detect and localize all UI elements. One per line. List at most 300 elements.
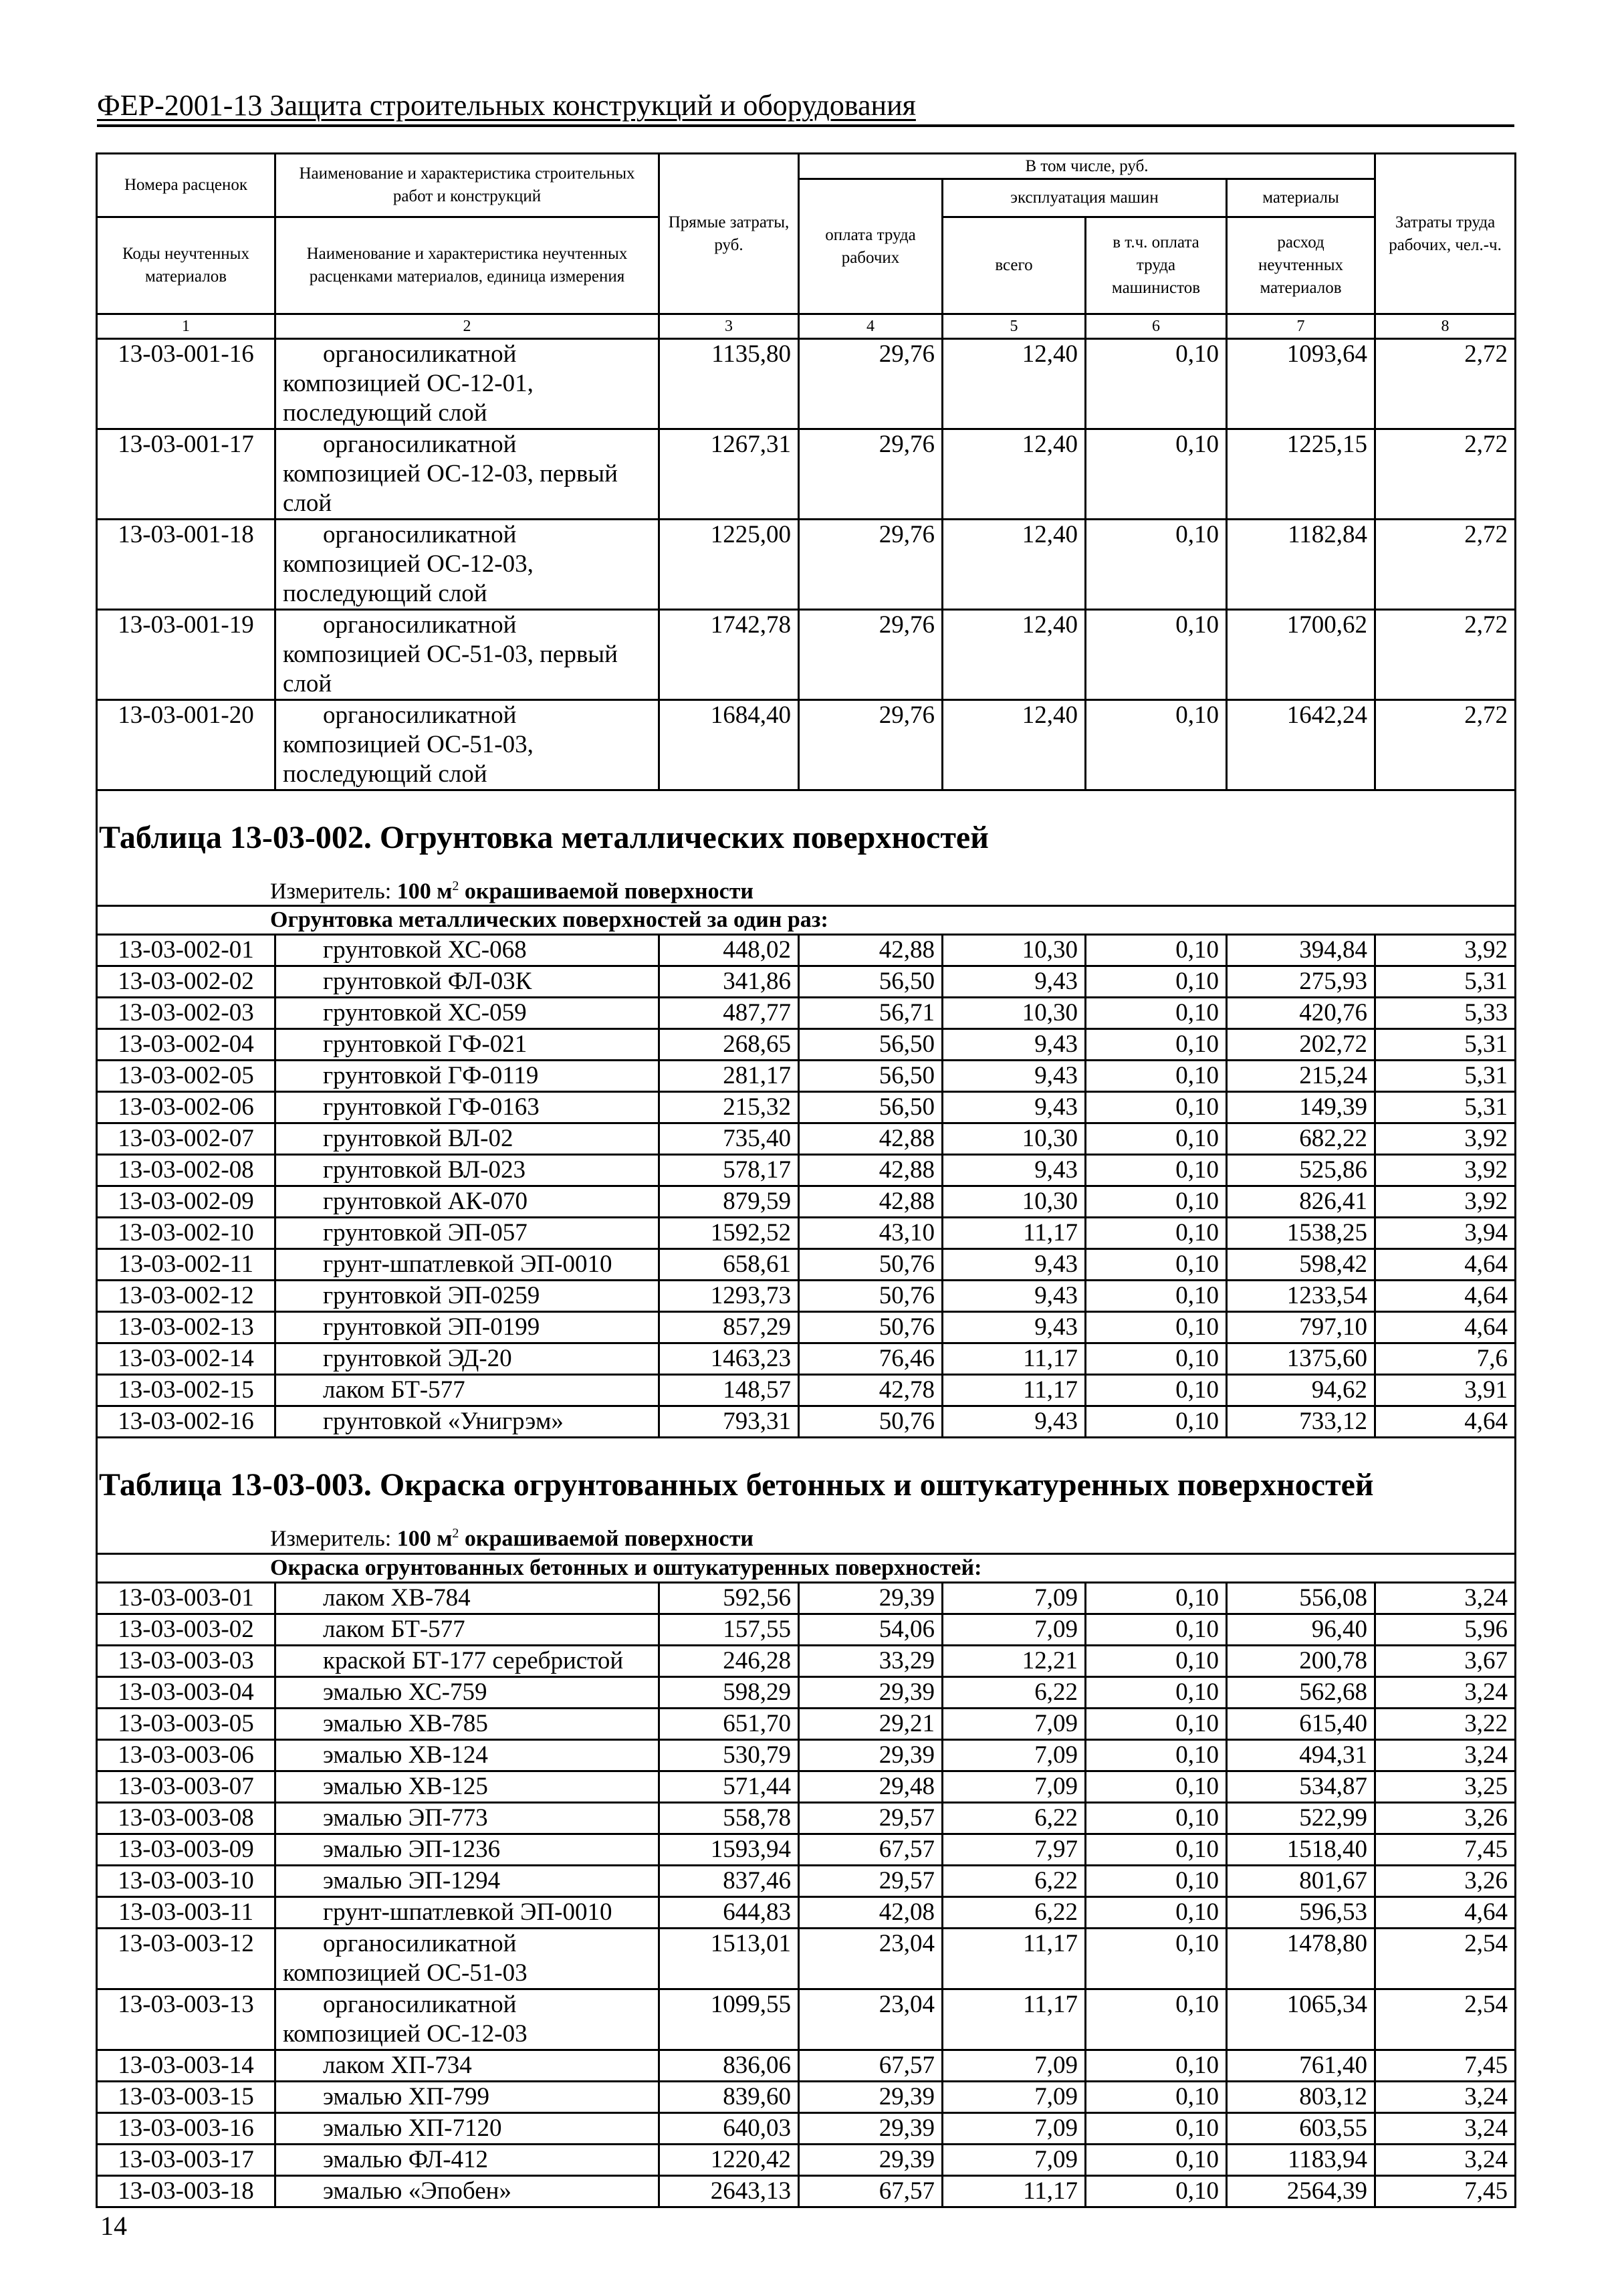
direct-costs: 1593,94 — [659, 1834, 799, 1865]
header-including: В том числе, руб. — [799, 154, 1375, 179]
machines-total: 11,17 — [943, 1989, 1086, 2050]
work-name-rest: эмалью ХВ-125 — [323, 1772, 488, 1800]
table-row — [97, 2050, 1516, 2081]
table-002-heading — [97, 790, 1516, 935]
direct-costs: 658,61 — [659, 1249, 799, 1281]
worker-wages: 50,76 — [799, 1406, 943, 1438]
labor-hours: 3,22 — [1375, 1708, 1516, 1739]
machines-total: 7,97 — [943, 1834, 1086, 1865]
direct-costs: 1684,40 — [659, 700, 799, 790]
machines-total: 12,40 — [943, 700, 1086, 790]
work-name — [275, 520, 659, 610]
operator-wages: 0,10 — [1086, 966, 1227, 998]
work-name-first-line: органосиликатной — [323, 611, 517, 639]
work-name-rest: композицией ОС-12-01, последующий слой — [283, 370, 534, 427]
work-name-rest: эмалью ХП-799 — [323, 2082, 489, 2110]
table-row — [97, 1312, 1516, 1343]
header-rate-numbers: Номера расценок — [97, 154, 275, 217]
machines-total: 7,09 — [943, 1582, 1086, 1614]
rate-code: 13-03-002-10 — [97, 1218, 275, 1249]
machines-total: 7,09 — [943, 1708, 1086, 1739]
machines-total: 9,43 — [943, 1249, 1086, 1281]
direct-costs: 839,60 — [659, 2081, 799, 2112]
work-name-rest: эмалью ЭП-1236 — [323, 1835, 501, 1863]
rate-code: 13-03-002-13 — [97, 1312, 275, 1343]
work-name-rest: эмалью ХВ-785 — [323, 1709, 488, 1737]
table-row — [97, 1645, 1516, 1676]
machines-total: 7,09 — [943, 1739, 1086, 1771]
rate-code: 13-03-002-08 — [97, 1155, 275, 1186]
table-row — [97, 966, 1516, 998]
work-name — [275, 1312, 659, 1343]
materials-cost: 761,40 — [1227, 2050, 1375, 2081]
materials-cost: 1375,60 — [1227, 1343, 1375, 1375]
rate-code: 13-03-003-09 — [97, 1834, 275, 1865]
operator-wages: 0,10 — [1086, 1123, 1227, 1155]
worker-wages: 56,50 — [799, 1061, 943, 1092]
rate-code: 13-03-003-01 — [97, 1582, 275, 1614]
labor-hours: 7,6 — [1375, 1343, 1516, 1375]
header-machine-operation: эксплуатация машин — [943, 179, 1227, 217]
labor-hours: 3,25 — [1375, 1771, 1516, 1802]
header-operator-wages: в т.ч. оплата труда машинистов — [1086, 217, 1227, 314]
table-row — [97, 1614, 1516, 1645]
materials-cost: 801,67 — [1227, 1865, 1375, 1896]
measure-label: Измеритель: — [270, 1526, 392, 1551]
table-row — [97, 1061, 1516, 1092]
worker-wages: 54,06 — [799, 1614, 943, 1645]
materials-cost: 556,08 — [1227, 1582, 1375, 1614]
operator-wages: 0,10 — [1086, 1092, 1227, 1123]
work-name-rest: грунтовкой ВЛ-023 — [323, 1156, 526, 1184]
labor-hours: 3,92 — [1375, 935, 1516, 966]
direct-costs: 487,77 — [659, 998, 799, 1029]
work-name-rest: грунтовкой ГФ-0163 — [323, 1093, 540, 1121]
table-002-subsection: Огрунтовка металлических поверхностей за один раз: — [97, 906, 1516, 935]
worker-wages: 42,88 — [799, 1123, 943, 1155]
work-name — [275, 998, 659, 1029]
rate-code: 13-03-002-02 — [97, 966, 275, 998]
table-row — [97, 339, 1516, 429]
direct-costs: 598,29 — [659, 1676, 799, 1708]
header-machines-total: всего — [943, 217, 1086, 314]
materials-cost: 1538,25 — [1227, 1218, 1375, 1249]
work-name — [275, 1989, 659, 2050]
worker-wages: 29,76 — [799, 700, 943, 790]
table-row — [97, 1375, 1516, 1406]
materials-cost: 1182,84 — [1227, 520, 1375, 610]
table-row — [97, 1802, 1516, 1834]
materials-cost: 598,42 — [1227, 1249, 1375, 1281]
machines-total: 11,17 — [943, 2175, 1086, 2207]
machines-total: 7,09 — [943, 1614, 1086, 1645]
materials-cost: 1093,64 — [1227, 339, 1375, 429]
work-name-rest: лаком ХВ-784 — [323, 1584, 471, 1612]
column-number: 1 — [97, 314, 275, 339]
work-name-rest: грунтовкой ГФ-0119 — [323, 1062, 539, 1090]
operator-wages: 0,10 — [1086, 1343, 1227, 1375]
rate-code: 13-03-003-06 — [97, 1739, 275, 1771]
work-name-rest: композицией ОС-51-03 — [283, 1959, 528, 1987]
operator-wages: 0,10 — [1086, 1061, 1227, 1092]
materials-cost: 215,24 — [1227, 1061, 1375, 1092]
machines-total: 12,40 — [943, 610, 1086, 700]
rate-code: 13-03-003-14 — [97, 2050, 275, 2081]
materials-cost: 603,55 — [1227, 2112, 1375, 2144]
materials-cost: 1233,54 — [1227, 1281, 1375, 1312]
work-name — [275, 2144, 659, 2175]
work-name — [275, 1218, 659, 1249]
materials-cost: 1065,34 — [1227, 1989, 1375, 2050]
direct-costs: 268,65 — [659, 1029, 799, 1061]
rate-code: 13-03-001-16 — [97, 339, 275, 429]
worker-wages: 56,50 — [799, 1029, 943, 1061]
machines-total: 11,17 — [943, 1218, 1086, 1249]
labor-hours: 2,54 — [1375, 1928, 1516, 1989]
worker-wages: 29,39 — [799, 2144, 943, 2175]
table-row — [97, 1155, 1516, 1186]
labor-hours: 4,64 — [1375, 1896, 1516, 1928]
column-number: 5 — [943, 314, 1086, 339]
direct-costs: 1220,42 — [659, 2144, 799, 2175]
materials-cost: 733,12 — [1227, 1406, 1375, 1438]
rate-code: 13-03-002-06 — [97, 1092, 275, 1123]
operator-wages: 0,10 — [1086, 429, 1227, 520]
operator-wages: 0,10 — [1086, 2050, 1227, 2081]
worker-wages: 56,50 — [799, 1092, 943, 1123]
work-name — [275, 1281, 659, 1312]
measure-unit-exponent: 2 — [452, 879, 459, 893]
work-name — [275, 1249, 659, 1281]
labor-hours: 2,72 — [1375, 520, 1516, 610]
work-name-first-line: органосиликатной — [323, 431, 517, 458]
direct-costs: 1293,73 — [659, 1281, 799, 1312]
direct-costs: 1463,23 — [659, 1343, 799, 1375]
work-name — [275, 610, 659, 700]
materials-cost: 615,40 — [1227, 1708, 1375, 1739]
work-name-rest: грунтовкой «Унигрэм» — [323, 1408, 564, 1436]
materials-cost: 1478,80 — [1227, 1928, 1375, 1989]
rate-code: 13-03-002-11 — [97, 1249, 275, 1281]
labor-hours: 4,64 — [1375, 1281, 1516, 1312]
direct-costs: 592,56 — [659, 1582, 799, 1614]
operator-wages: 0,10 — [1086, 1802, 1227, 1834]
work-name — [275, 1123, 659, 1155]
work-name-rest: лаком БТ-577 — [323, 1376, 465, 1404]
work-name — [275, 966, 659, 998]
labor-hours: 3,26 — [1375, 1865, 1516, 1896]
table-row — [97, 2144, 1516, 2175]
table-row — [97, 1739, 1516, 1771]
work-name — [275, 1029, 659, 1061]
operator-wages: 0,10 — [1086, 1155, 1227, 1186]
rate-code: 13-03-003-13 — [97, 1989, 275, 2050]
worker-wages: 50,76 — [799, 1281, 943, 1312]
table-002-measure — [97, 866, 1516, 906]
rate-code: 13-03-003-18 — [97, 2175, 275, 2207]
worker-wages: 29,76 — [799, 610, 943, 700]
rate-code: 13-03-001-20 — [97, 700, 275, 790]
labor-hours: 5,31 — [1375, 966, 1516, 998]
work-name — [275, 1708, 659, 1739]
table-row — [97, 429, 1516, 520]
labor-hours: 3,94 — [1375, 1218, 1516, 1249]
table-row — [97, 1896, 1516, 1928]
table-row — [97, 1676, 1516, 1708]
worker-wages: 33,29 — [799, 1645, 943, 1676]
direct-costs: 448,02 — [659, 935, 799, 966]
machines-total: 9,43 — [943, 1061, 1086, 1092]
rate-code: 13-03-003-05 — [97, 1708, 275, 1739]
direct-costs: 1513,01 — [659, 1928, 799, 1989]
direct-costs: 571,44 — [659, 1771, 799, 1802]
worker-wages: 56,50 — [799, 966, 943, 998]
table-row — [97, 1406, 1516, 1438]
labor-hours: 5,96 — [1375, 1614, 1516, 1645]
measure-label: Измеритель: — [270, 879, 392, 904]
operator-wages: 0,10 — [1086, 1186, 1227, 1218]
work-name-rest: грунтовкой ЭД-20 — [323, 1345, 512, 1373]
direct-costs: 1592,52 — [659, 1218, 799, 1249]
rate-code: 13-03-001-19 — [97, 610, 275, 700]
header-materials: материалы — [1227, 179, 1375, 217]
work-name-rest: грунтовкой АК-070 — [323, 1188, 528, 1216]
worker-wages: 42,88 — [799, 935, 943, 966]
table-003-body — [97, 1582, 1516, 2207]
rate-code: 13-03-003-11 — [97, 1896, 275, 1928]
table-002-title: Таблица 13-03-002. Огрунтовка металлических поверхностей — [97, 790, 1516, 867]
materials-cost: 96,40 — [1227, 1614, 1375, 1645]
work-name-rest: грунт-шпатлевкой ЭП-0010 — [323, 1898, 612, 1926]
table-row — [97, 1343, 1516, 1375]
work-name — [275, 1928, 659, 1989]
work-name — [275, 935, 659, 966]
rate-code: 13-03-003-15 — [97, 2081, 275, 2112]
table-row — [97, 1771, 1516, 1802]
direct-costs: 246,28 — [659, 1645, 799, 1676]
operator-wages: 0,10 — [1086, 998, 1227, 1029]
worker-wages: 29,76 — [799, 520, 943, 610]
machines-total: 6,22 — [943, 1865, 1086, 1896]
worker-wages: 29,39 — [799, 1676, 943, 1708]
machines-total: 11,17 — [943, 1375, 1086, 1406]
worker-wages: 42,78 — [799, 1375, 943, 1406]
work-name-rest: лаком БТ-577 — [323, 1615, 465, 1643]
labor-hours: 5,31 — [1375, 1029, 1516, 1061]
rate-code: 13-03-003-17 — [97, 2144, 275, 2175]
worker-wages: 29,48 — [799, 1771, 943, 1802]
table-row — [97, 1029, 1516, 1061]
table-row — [97, 520, 1516, 610]
table-row — [97, 1865, 1516, 1896]
rate-code: 13-03-003-10 — [97, 1865, 275, 1896]
measure-unit-exponent: 2 — [452, 1526, 459, 1541]
labor-hours: 3,92 — [1375, 1186, 1516, 1218]
rate-code: 13-03-002-04 — [97, 1029, 275, 1061]
direct-costs: 215,32 — [659, 1092, 799, 1123]
worker-wages: 29,57 — [799, 1865, 943, 1896]
labor-hours: 3,67 — [1375, 1645, 1516, 1676]
rate-code: 13-03-001-17 — [97, 429, 275, 520]
operator-wages: 0,10 — [1086, 1928, 1227, 1989]
table-row — [97, 1092, 1516, 1123]
worker-wages: 29,76 — [799, 429, 943, 520]
operator-wages: 0,10 — [1086, 1989, 1227, 2050]
work-name — [275, 2112, 659, 2144]
rate-code: 13-03-003-08 — [97, 1802, 275, 1834]
work-name-rest: грунтовкой ВЛ-02 — [323, 1125, 513, 1153]
labor-hours: 2,72 — [1375, 610, 1516, 700]
table-row — [97, 1218, 1516, 1249]
work-name-first-line: органосиликатной — [323, 521, 517, 548]
operator-wages: 0,10 — [1086, 1312, 1227, 1343]
machines-total: 9,43 — [943, 1281, 1086, 1312]
operator-wages: 0,10 — [1086, 1739, 1227, 1771]
worker-wages: 56,71 — [799, 998, 943, 1029]
operator-wages: 0,10 — [1086, 1708, 1227, 1739]
machines-total: 7,09 — [943, 2081, 1086, 2112]
worker-wages: 42,08 — [799, 1896, 943, 1928]
rate-code: 13-03-003-03 — [97, 1645, 275, 1676]
operator-wages: 0,10 — [1086, 1249, 1227, 1281]
materials-cost: 803,12 — [1227, 2081, 1375, 2112]
work-name — [275, 1582, 659, 1614]
rate-code: 13-03-003-16 — [97, 2112, 275, 2144]
work-name-rest: грунт-шпатлевкой ЭП-0010 — [323, 1250, 612, 1279]
work-name — [275, 2050, 659, 2081]
operator-wages: 0,10 — [1086, 1676, 1227, 1708]
work-name-rest: эмалью ЭП-1294 — [323, 1866, 501, 1894]
work-name — [275, 1834, 659, 1865]
labor-hours: 3,24 — [1375, 1582, 1516, 1614]
labor-hours: 3,24 — [1375, 2081, 1516, 2112]
worker-wages: 42,88 — [799, 1186, 943, 1218]
worker-wages: 29,39 — [799, 2112, 943, 2144]
machines-total: 9,43 — [943, 1155, 1086, 1186]
worker-wages: 67,57 — [799, 2175, 943, 2207]
measure-description: окрашиваемой поверхности — [464, 879, 753, 904]
operator-wages: 0,10 — [1086, 520, 1227, 610]
table-row — [97, 1281, 1516, 1312]
machines-total: 6,22 — [943, 1676, 1086, 1708]
worker-wages: 76,46 — [799, 1343, 943, 1375]
materials-cost: 200,78 — [1227, 1645, 1375, 1676]
column-number: 2 — [275, 314, 659, 339]
work-name-rest: грунтовкой ЭП-057 — [323, 1219, 528, 1247]
labor-hours: 3,24 — [1375, 1739, 1516, 1771]
rate-code: 13-03-002-14 — [97, 1343, 275, 1375]
worker-wages: 43,10 — [799, 1218, 943, 1249]
machines-total: 7,09 — [943, 1771, 1086, 1802]
table-001-body — [97, 339, 1516, 790]
labor-hours: 5,33 — [1375, 998, 1516, 1029]
table-002-body — [97, 935, 1516, 1438]
materials-cost: 797,10 — [1227, 1312, 1375, 1343]
materials-cost: 2564,39 — [1227, 2175, 1375, 2207]
direct-costs: 1135,80 — [659, 339, 799, 429]
work-name-rest: грунтовкой ХС-068 — [323, 936, 527, 964]
labor-hours: 2,72 — [1375, 429, 1516, 520]
work-name-rest: грунтовкой ЭП-0259 — [323, 1282, 540, 1310]
direct-costs: 530,79 — [659, 1739, 799, 1771]
work-name — [275, 1896, 659, 1928]
table-row — [97, 2081, 1516, 2112]
materials-cost: 1642,24 — [1227, 700, 1375, 790]
work-name — [275, 700, 659, 790]
materials-cost: 682,22 — [1227, 1123, 1375, 1155]
direct-costs: 644,83 — [659, 1896, 799, 1928]
machines-total: 9,43 — [943, 1406, 1086, 1438]
direct-costs: 2643,13 — [659, 2175, 799, 2207]
direct-costs: 837,46 — [659, 1865, 799, 1896]
column-number: 6 — [1086, 314, 1227, 339]
table-row — [97, 1928, 1516, 1989]
direct-costs: 1267,31 — [659, 429, 799, 520]
materials-cost: 1700,62 — [1227, 610, 1375, 700]
machines-total: 6,22 — [943, 1802, 1086, 1834]
table-row — [97, 2175, 1516, 2207]
work-name-rest: эмалью «Эпобен» — [323, 2177, 511, 2205]
labor-hours: 3,24 — [1375, 2112, 1516, 2144]
work-name — [275, 1739, 659, 1771]
measure-value: 100 м — [396, 879, 453, 904]
machines-total: 9,43 — [943, 1029, 1086, 1061]
header-unaccounted-materials: расход неучтенных материалов — [1227, 217, 1375, 314]
labor-hours: 3,91 — [1375, 1375, 1516, 1406]
work-name — [275, 1343, 659, 1375]
machines-total: 7,09 — [943, 2050, 1086, 2081]
worker-wages: 50,76 — [799, 1312, 943, 1343]
operator-wages: 0,10 — [1086, 2081, 1227, 2112]
labor-hours: 2,72 — [1375, 339, 1516, 429]
operator-wages: 0,10 — [1086, 1645, 1227, 1676]
operator-wages: 0,10 — [1086, 1582, 1227, 1614]
machines-total: 7,09 — [943, 2112, 1086, 2144]
direct-costs: 793,31 — [659, 1406, 799, 1438]
operator-wages: 0,10 — [1086, 1771, 1227, 1802]
rate-code: 13-03-001-18 — [97, 520, 275, 610]
work-name-rest: композицией ОС-12-03, первый слой — [283, 460, 618, 517]
work-name — [275, 1645, 659, 1676]
materials-cost: 562,68 — [1227, 1676, 1375, 1708]
labor-hours: 4,64 — [1375, 1406, 1516, 1438]
rate-code: 13-03-002-01 — [97, 935, 275, 966]
rate-code: 13-03-002-03 — [97, 998, 275, 1029]
materials-cost: 534,87 — [1227, 1771, 1375, 1802]
operator-wages: 0,10 — [1086, 1406, 1227, 1438]
materials-cost: 525,86 — [1227, 1155, 1375, 1186]
machines-total: 12,40 — [943, 520, 1086, 610]
labor-hours: 5,31 — [1375, 1092, 1516, 1123]
worker-wages: 67,57 — [799, 2050, 943, 2081]
labor-hours: 7,45 — [1375, 2175, 1516, 2207]
worker-wages: 23,04 — [799, 1928, 943, 1989]
table-row — [97, 2112, 1516, 2144]
work-name-rest: грунтовкой ЭП-0199 — [323, 1313, 540, 1341]
machines-total: 11,17 — [943, 1928, 1086, 1989]
operator-wages: 0,10 — [1086, 1865, 1227, 1896]
table-row — [97, 610, 1516, 700]
page-number: 14 — [100, 2211, 127, 2241]
work-name — [275, 429, 659, 520]
work-name-rest: эмалью ЭП-773 — [323, 1804, 488, 1832]
machines-total: 9,43 — [943, 966, 1086, 998]
work-name — [275, 1771, 659, 1802]
work-name-rest: композицией ОС-51-03, первый слой — [283, 641, 618, 697]
direct-costs: 640,03 — [659, 2112, 799, 2144]
measure-description: окрашиваемой поверхности — [464, 1526, 753, 1551]
worker-wages: 23,04 — [799, 1989, 943, 2050]
